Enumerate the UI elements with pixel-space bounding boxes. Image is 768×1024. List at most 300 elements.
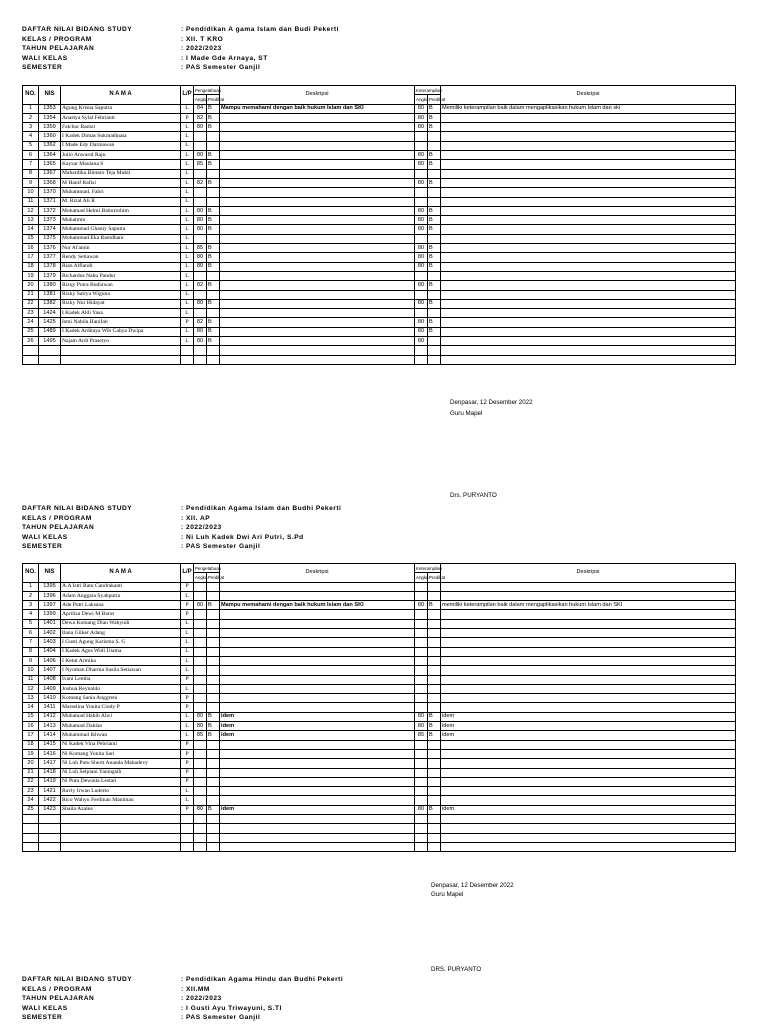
cell-nis bbox=[39, 842, 61, 851]
cell-keterampilan-deskripsi: idem bbox=[441, 712, 736, 721]
cell-nis: 1372 bbox=[39, 206, 61, 215]
cell-keterampilan-predikat: B bbox=[428, 113, 441, 122]
cell-keterampilan-deskripsi bbox=[441, 132, 736, 141]
table-row bbox=[23, 206, 736, 215]
cell-keterampilan-angka: 80 bbox=[415, 327, 428, 336]
cell-no bbox=[23, 842, 39, 851]
cell-keterampilan-predikat: B bbox=[428, 731, 441, 740]
cell-lp: P bbox=[181, 694, 194, 703]
cell-lp: L bbox=[181, 796, 194, 805]
cell-pengetahuan-angka: 80 bbox=[194, 216, 207, 225]
cell-no: 4 bbox=[23, 132, 39, 141]
cell-lp: P bbox=[181, 675, 194, 684]
header-label-kelas: KELAS / PROGRAM bbox=[22, 985, 92, 993]
cell-keterampilan-angka bbox=[415, 824, 428, 833]
table-row bbox=[23, 281, 736, 290]
col-header-deskripsi-k: Deskripsi bbox=[441, 564, 736, 583]
table-row bbox=[23, 647, 736, 656]
cell-nama: Rizky Nur Hidayat bbox=[61, 299, 181, 308]
cell-keterampilan-deskripsi bbox=[441, 787, 736, 796]
cell-pengetahuan-predikat bbox=[207, 141, 220, 150]
cell-keterampilan-predikat bbox=[428, 824, 441, 833]
cell-nama: Ni Komang Yunita Sari bbox=[61, 749, 181, 758]
cell-lp: L bbox=[181, 132, 194, 141]
cell-pengetahuan-angka: 80 bbox=[194, 337, 207, 346]
cell-pengetahuan-deskripsi bbox=[220, 647, 415, 656]
cell-pengetahuan-deskripsi bbox=[220, 684, 415, 693]
col-header-nama: N A M A bbox=[61, 86, 181, 105]
header-label-semester: SEMESTER bbox=[22, 1014, 63, 1022]
cell-nis: 1410 bbox=[39, 694, 61, 703]
header-value-kelas: : XII. AP bbox=[181, 514, 211, 522]
cell-nis: 1380 bbox=[39, 281, 61, 290]
cell-lp: L bbox=[181, 722, 194, 731]
cell-pengetahuan-deskripsi bbox=[220, 787, 415, 796]
cell-pengetahuan-deskripsi bbox=[220, 151, 415, 160]
cell-keterampilan-deskripsi: idem bbox=[441, 805, 736, 814]
cell-keterampilan-deskripsi bbox=[441, 796, 736, 805]
footer-place-date: Denpasar, 12 Desember 2022 bbox=[450, 399, 533, 406]
cell-pengetahuan-predikat bbox=[207, 619, 220, 628]
cell-pengetahuan-deskripsi bbox=[220, 656, 415, 665]
cell-pengetahuan-deskripsi bbox=[220, 206, 415, 215]
cell-nama: Ni Putu Dewinta Lestari bbox=[61, 777, 181, 786]
col-header-predikat-k: Predikat bbox=[428, 95, 441, 104]
cell-pengetahuan-angka bbox=[194, 309, 207, 318]
cell-lp: L bbox=[181, 591, 194, 600]
cell-pengetahuan-angka bbox=[194, 749, 207, 758]
table-row bbox=[23, 234, 736, 243]
cell-keterampilan-angka bbox=[415, 309, 428, 318]
cell-keterampilan-predikat bbox=[428, 629, 441, 638]
cell-lp: L bbox=[181, 178, 194, 187]
cell-keterampilan-deskripsi bbox=[441, 684, 736, 693]
cell-pengetahuan-deskripsi bbox=[220, 160, 415, 169]
col-header-nama: N A M A bbox=[61, 564, 181, 583]
header-value-wali: : I Gusti Ayu Triwayuni, S.TI bbox=[181, 1004, 282, 1012]
cell-nama: Ade Putri Laksana bbox=[61, 601, 181, 610]
cell-no: 15 bbox=[23, 712, 39, 721]
cell-pengetahuan-predikat bbox=[207, 666, 220, 675]
cell-pengetahuan-angka bbox=[194, 694, 207, 703]
cell-lp: P bbox=[181, 740, 194, 749]
cell-pengetahuan-predikat bbox=[207, 740, 220, 749]
table-row bbox=[23, 656, 736, 665]
cell-lp: L bbox=[181, 337, 194, 346]
cell-pengetahuan-deskripsi bbox=[220, 842, 415, 851]
cell-keterampilan-angka bbox=[415, 749, 428, 758]
table-row bbox=[23, 591, 736, 600]
cell-lp: L bbox=[181, 787, 194, 796]
cell-nama: I Kadek Aldi Yasa bbox=[61, 309, 181, 318]
cell-nis: 1417 bbox=[39, 759, 61, 768]
footer-place-date: Denpasar, 12 Desember 2022 bbox=[431, 882, 514, 889]
table-row bbox=[23, 796, 736, 805]
cell-lp: P bbox=[181, 703, 194, 712]
table-row-empty bbox=[23, 815, 736, 824]
cell-keterampilan-angka: 80 bbox=[415, 244, 428, 253]
cell-pengetahuan-deskripsi bbox=[220, 833, 415, 842]
cell-nama: Muhaimin bbox=[61, 216, 181, 225]
cell-keterampilan-angka bbox=[415, 768, 428, 777]
cell-keterampilan-predikat bbox=[428, 777, 441, 786]
header-label-wali: WALI KELAS bbox=[22, 1004, 68, 1012]
header-label-tahun: TAHUN PELAJARAN bbox=[22, 995, 95, 1003]
cell-keterampilan-angka: 80 bbox=[415, 123, 428, 132]
cell-pengetahuan-predikat bbox=[207, 684, 220, 693]
cell-keterampilan-predikat bbox=[428, 694, 441, 703]
cell-keterampilan-deskripsi bbox=[441, 123, 736, 132]
cell-nama: I Made Edy Darmawan bbox=[61, 141, 181, 150]
cell-keterampilan-angka: 80 bbox=[415, 113, 428, 122]
cell-nis: 1397 bbox=[39, 601, 61, 610]
cell-nis bbox=[39, 815, 61, 824]
col-header-predikat-p: Predikat bbox=[207, 95, 220, 104]
cell-pengetahuan-predikat: B bbox=[207, 327, 220, 336]
cell-pengetahuan-angka bbox=[194, 610, 207, 619]
table-row bbox=[23, 629, 736, 638]
cell-keterampilan-angka bbox=[415, 346, 428, 355]
cell-no: 11 bbox=[23, 675, 39, 684]
cell-nis: 1375 bbox=[39, 234, 61, 243]
cell-pengetahuan-angka bbox=[194, 842, 207, 851]
cell-keterampilan-predikat bbox=[428, 740, 441, 749]
cell-no: 14 bbox=[23, 703, 39, 712]
cell-keterampilan-deskripsi bbox=[441, 703, 736, 712]
cell-no: 4 bbox=[23, 610, 39, 619]
cell-pengetahuan-predikat: B bbox=[207, 160, 220, 169]
cell-no: 16 bbox=[23, 244, 39, 253]
col-header-deskripsi-k: Deskripsi bbox=[441, 86, 736, 105]
cell-pengetahuan-predikat bbox=[207, 777, 220, 786]
cell-pengetahuan-predikat bbox=[207, 271, 220, 280]
cell-no: 24 bbox=[23, 796, 39, 805]
cell-nama: Fatchur Ramzi bbox=[61, 123, 181, 132]
cell-keterampilan-angka bbox=[415, 815, 428, 824]
cell-nis: 1373 bbox=[39, 216, 61, 225]
cell-pengetahuan-predikat bbox=[207, 309, 220, 318]
header-value-semester: : PAS Semester Ganjil bbox=[181, 543, 261, 551]
cell-nama bbox=[61, 833, 181, 842]
cell-pengetahuan-angka: 82 bbox=[194, 318, 207, 327]
cell-keterampilan-deskripsi bbox=[441, 629, 736, 638]
cell-nis: 1364 bbox=[39, 151, 61, 160]
cell-keterampilan-deskripsi bbox=[441, 582, 736, 591]
cell-pengetahuan-deskripsi bbox=[220, 281, 415, 290]
cell-pengetahuan-deskripsi bbox=[220, 299, 415, 308]
cell-pengetahuan-deskripsi bbox=[220, 740, 415, 749]
cell-no: 2 bbox=[23, 591, 39, 600]
cell-nama: Adam Anggara Syahputra bbox=[61, 591, 181, 600]
cell-lp: L bbox=[181, 647, 194, 656]
cell-no: 6 bbox=[23, 629, 39, 638]
cell-lp: L bbox=[181, 188, 194, 197]
cell-pengetahuan-predikat bbox=[207, 582, 220, 591]
cell-pengetahuan-predikat: B bbox=[207, 123, 220, 132]
cell-nama: Rico Wahyu Ferdinan Manimau bbox=[61, 796, 181, 805]
cell-lp: L bbox=[181, 141, 194, 150]
table-body bbox=[23, 582, 736, 852]
cell-keterampilan-angka: 80 bbox=[415, 253, 428, 262]
cell-pengetahuan-predikat bbox=[207, 197, 220, 206]
cell-pengetahuan-predikat: B bbox=[207, 722, 220, 731]
cell-keterampilan-angka: 80 bbox=[415, 178, 428, 187]
cell-lp: P bbox=[181, 749, 194, 758]
cell-keterampilan-deskripsi bbox=[441, 113, 736, 122]
table-row bbox=[23, 601, 736, 610]
table-body bbox=[23, 104, 736, 364]
header-label-semester: SEMESTER bbox=[22, 543, 63, 551]
cell-nama: Anastya Sylal Febrianti bbox=[61, 113, 181, 122]
table-row bbox=[23, 318, 736, 327]
cell-no: 25 bbox=[23, 805, 39, 814]
cell-pengetahuan-deskripsi bbox=[220, 638, 415, 647]
cell-pengetahuan-angka bbox=[194, 355, 207, 364]
cell-keterampilan-deskripsi bbox=[441, 591, 736, 600]
cell-nis: 1360 bbox=[39, 132, 61, 141]
cell-pengetahuan-predikat bbox=[207, 787, 220, 796]
cell-pengetahuan-angka: 82 bbox=[194, 178, 207, 187]
cell-keterampilan-predikat: B bbox=[428, 281, 441, 290]
cell-pengetahuan-deskripsi bbox=[220, 591, 415, 600]
cell-no: 1 bbox=[23, 582, 39, 591]
cell-no: 25 bbox=[23, 327, 39, 336]
cell-nama: Ni Luh Putu Sherit Ananda Mahadevy bbox=[61, 759, 181, 768]
header-label-daftar: DAFTAR NILAI BIDANG STUDY bbox=[22, 505, 133, 512]
cell-nama: Muhammad Ghaniy Saputra bbox=[61, 225, 181, 234]
header-value-wali: : I Made Gde Arnaya, ST bbox=[181, 54, 268, 62]
cell-no: 24 bbox=[23, 318, 39, 327]
header-label-semester: SEMESTER bbox=[22, 64, 63, 72]
cell-pengetahuan-deskripsi bbox=[220, 346, 415, 355]
footer-name: Drs. PURYANTO bbox=[450, 492, 497, 499]
cell-pengetahuan-angka bbox=[194, 777, 207, 786]
cell-nama: Rendy Setiawan bbox=[61, 253, 181, 262]
cell-pengetahuan-predikat: B bbox=[207, 253, 220, 262]
header-label-daftar: DAFTAR NILAI BIDANG STUDY bbox=[22, 26, 133, 33]
cell-keterampilan-angka: 80 bbox=[415, 712, 428, 721]
cell-keterampilan-predikat: B bbox=[428, 151, 441, 160]
cell-no bbox=[23, 824, 39, 833]
cell-nis: 1414 bbox=[39, 731, 61, 740]
cell-keterampilan-deskripsi bbox=[441, 346, 736, 355]
cell-keterampilan-predikat bbox=[428, 749, 441, 758]
header-label-kelas: KELAS / PROGRAM bbox=[22, 514, 92, 522]
cell-nis: 1382 bbox=[39, 299, 61, 308]
cell-pengetahuan-deskripsi bbox=[220, 123, 415, 132]
cell-nama: Shaila Azalea bbox=[61, 805, 181, 814]
cell-nama: I Kadek Arditaya Wib Cahya Dwipa bbox=[61, 327, 181, 336]
cell-nis: 1412 bbox=[39, 712, 61, 721]
cell-nis: 1371 bbox=[39, 197, 61, 206]
cell-keterampilan-deskripsi bbox=[441, 299, 736, 308]
cell-no: 7 bbox=[23, 160, 39, 169]
table-row bbox=[23, 337, 736, 346]
col-header-predikat-p: Predikat bbox=[207, 573, 220, 582]
cell-pengetahuan-predikat: B bbox=[207, 104, 220, 113]
cell-pengetahuan-predikat bbox=[207, 638, 220, 647]
cell-lp: L bbox=[181, 123, 194, 132]
cell-keterampilan-predikat: B bbox=[428, 262, 441, 271]
table-row bbox=[23, 684, 736, 693]
cell-pengetahuan-angka bbox=[194, 169, 207, 178]
cell-keterampilan-deskripsi: idem bbox=[441, 722, 736, 731]
cell-keterampilan-predikat: B bbox=[428, 601, 441, 610]
cell-nama: Mahardika Bintaro Teja Mukti bbox=[61, 169, 181, 178]
cell-pengetahuan-deskripsi bbox=[220, 824, 415, 833]
cell-nama: Ismi Nabila Hanifah bbox=[61, 318, 181, 327]
cell-keterampilan-angka bbox=[415, 591, 428, 600]
cell-pengetahuan-angka bbox=[194, 619, 207, 628]
cell-pengetahuan-predikat bbox=[207, 290, 220, 299]
header-value-daftar: : Pendidikan A gama Islam dan Budi Pekerti bbox=[181, 26, 339, 33]
cell-pengetahuan-predikat bbox=[207, 833, 220, 842]
cell-keterampilan-angka: 80 bbox=[415, 225, 428, 234]
cell-nis: 1418 bbox=[39, 768, 61, 777]
cell-nama: Muhammad Ikhwan bbox=[61, 731, 181, 740]
cell-pengetahuan-predikat bbox=[207, 694, 220, 703]
cell-lp: L bbox=[181, 666, 194, 675]
cell-no: 8 bbox=[23, 647, 39, 656]
cell-keterampilan-angka bbox=[415, 638, 428, 647]
cell-keterampilan-predikat bbox=[428, 610, 441, 619]
cell-pengetahuan-angka: 85 bbox=[194, 244, 207, 253]
header-value-tahun: : 2022/2023 bbox=[181, 995, 222, 1003]
cell-lp: P bbox=[181, 610, 194, 619]
cell-pengetahuan-deskripsi bbox=[220, 309, 415, 318]
cell-keterampilan-deskripsi bbox=[441, 833, 736, 842]
cell-pengetahuan-predikat: B bbox=[207, 178, 220, 187]
cell-keterampilan-angka: 80 bbox=[415, 262, 428, 271]
cell-pengetahuan-predikat: B bbox=[207, 206, 220, 215]
cell-no: 13 bbox=[23, 694, 39, 703]
cell-keterampilan-deskripsi bbox=[441, 666, 736, 675]
cell-pengetahuan-predikat bbox=[207, 169, 220, 178]
cell-pengetahuan-angka: 80 bbox=[194, 206, 207, 215]
cell-nama: Richardus Nahu Pandur bbox=[61, 271, 181, 280]
cell-lp bbox=[181, 842, 194, 851]
cell-nama: Muhamad Habib Alwi bbox=[61, 712, 181, 721]
cell-no: 23 bbox=[23, 787, 39, 796]
cell-nis: 1399 bbox=[39, 610, 61, 619]
table-row bbox=[23, 805, 736, 814]
table-row bbox=[23, 675, 736, 684]
cell-lp: L bbox=[181, 684, 194, 693]
cell-lp: L bbox=[181, 253, 194, 262]
cell-pengetahuan-predikat: B bbox=[207, 712, 220, 721]
cell-keterampilan-deskripsi bbox=[441, 206, 736, 215]
cell-pengetahuan-angka: 80 bbox=[194, 299, 207, 308]
cell-no: 22 bbox=[23, 299, 39, 308]
cell-keterampilan-predikat: B bbox=[428, 299, 441, 308]
cell-pengetahuan-predikat: B bbox=[207, 601, 220, 610]
table-row bbox=[23, 582, 736, 591]
cell-keterampilan-deskripsi bbox=[441, 197, 736, 206]
table-header bbox=[23, 564, 736, 583]
cell-keterampilan-deskripsi bbox=[441, 318, 736, 327]
cell-keterampilan-angka: 80 bbox=[415, 160, 428, 169]
cell-keterampilan-angka bbox=[415, 629, 428, 638]
cell-keterampilan-predikat bbox=[428, 656, 441, 665]
cell-pengetahuan-predikat bbox=[207, 188, 220, 197]
cell-no: 5 bbox=[23, 141, 39, 150]
cell-pengetahuan-angka bbox=[194, 656, 207, 665]
cell-nama: Julio Anwarul Raju bbox=[61, 151, 181, 160]
table-row bbox=[23, 712, 736, 721]
cell-keterampilan-predikat bbox=[428, 234, 441, 243]
cell-pengetahuan-predikat bbox=[207, 656, 220, 665]
cell-lp bbox=[181, 815, 194, 824]
cell-pengetahuan-deskripsi bbox=[220, 768, 415, 777]
cell-no: 12 bbox=[23, 206, 39, 215]
cell-nis: 1367 bbox=[39, 169, 61, 178]
grades-table bbox=[22, 85, 736, 365]
cell-nis: 1421 bbox=[39, 787, 61, 796]
cell-keterampilan-predikat: B bbox=[428, 805, 441, 814]
cell-nis: 1381 bbox=[39, 290, 61, 299]
cell-lp: L bbox=[181, 271, 194, 280]
table-row bbox=[23, 271, 736, 280]
cell-nis: 1354 bbox=[39, 113, 61, 122]
cell-keterampilan-angka bbox=[415, 833, 428, 842]
table-row bbox=[23, 768, 736, 777]
cell-pengetahuan-deskripsi bbox=[220, 582, 415, 591]
cell-keterampilan-angka: 80 bbox=[415, 601, 428, 610]
cell-pengetahuan-deskripsi bbox=[220, 244, 415, 253]
cell-lp: L bbox=[181, 619, 194, 628]
cell-lp: L bbox=[181, 281, 194, 290]
cell-nama bbox=[61, 355, 181, 364]
col-header-lp: L/P bbox=[181, 86, 194, 105]
cell-pengetahuan-deskripsi: idem bbox=[220, 722, 415, 731]
cell-pengetahuan-angka: 80 bbox=[194, 601, 207, 610]
cell-keterampilan-deskripsi bbox=[441, 619, 736, 628]
header-label-wali: WALI KELAS bbox=[22, 533, 68, 541]
cell-keterampilan-predikat bbox=[428, 346, 441, 355]
col-header-no: NO. bbox=[23, 86, 39, 105]
cell-keterampilan-angka bbox=[415, 197, 428, 206]
cell-lp: L bbox=[181, 299, 194, 308]
table-row bbox=[23, 722, 736, 731]
cell-pengetahuan-angka bbox=[194, 591, 207, 600]
cell-keterampilan-deskripsi bbox=[441, 216, 736, 225]
cell-keterampilan-angka bbox=[415, 619, 428, 628]
cell-no: 20 bbox=[23, 281, 39, 290]
cell-pengetahuan-deskripsi bbox=[220, 619, 415, 628]
cell-pengetahuan-angka: 85 bbox=[194, 160, 207, 169]
cell-nama: Apriliza Dewi M Barut bbox=[61, 610, 181, 619]
cell-lp: L bbox=[181, 656, 194, 665]
table-row bbox=[23, 178, 736, 187]
header-value-tahun: : 2022/2023 bbox=[181, 524, 222, 532]
cell-keterampilan-predikat: B bbox=[428, 327, 441, 336]
table-row bbox=[23, 610, 736, 619]
table-row bbox=[23, 731, 736, 740]
cell-lp: P bbox=[181, 601, 194, 610]
table-row bbox=[23, 740, 736, 749]
cell-keterampilan-predikat: B bbox=[428, 225, 441, 234]
table-row bbox=[23, 132, 736, 141]
cell-pengetahuan-deskripsi bbox=[220, 759, 415, 768]
cell-nama bbox=[61, 346, 181, 355]
cell-keterampilan-angka: 80 bbox=[415, 318, 428, 327]
cell-pengetahuan-deskripsi bbox=[220, 262, 415, 271]
cell-keterampilan-predikat bbox=[428, 197, 441, 206]
cell-keterampilan-predikat: B bbox=[428, 104, 441, 113]
cell-no: 11 bbox=[23, 197, 39, 206]
cell-no: 21 bbox=[23, 290, 39, 299]
cell-keterampilan-predikat bbox=[428, 582, 441, 591]
